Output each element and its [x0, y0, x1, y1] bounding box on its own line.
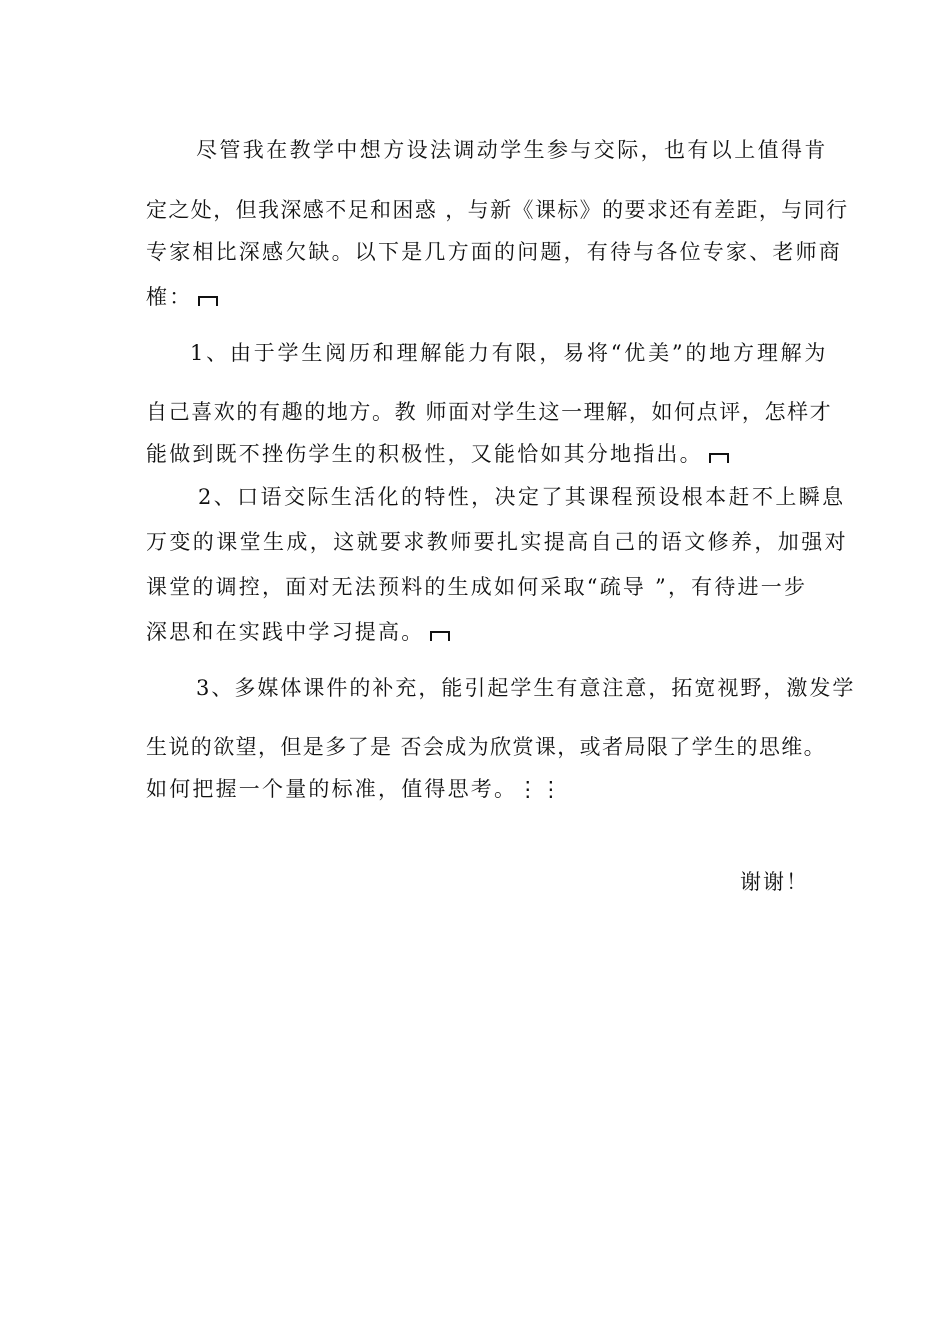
line-text: 万变的课堂生成，这就要求教师要扎实提高自己的语文修养，加强对: [146, 530, 848, 554]
line-text: 自己喜欢的有趣的地方。教 师面对学生这一理解，如何点评，怎样才: [146, 400, 833, 424]
line-text: 能做到既不挫伤学生的积极性，又能恰如其分地指出。: [146, 442, 703, 466]
text-line: [146, 196, 849, 224]
text-line: [146, 398, 833, 426]
text-line: [146, 238, 842, 266]
line-text: 课堂的调控，面对无法预料的生成如何采取“疏导 ”，有待进一步: [146, 575, 808, 599]
text-line: [146, 440, 816, 468]
line-text: 2、口语交际生活化的特性，决定了其课程预设根本赶不上瞬息: [198, 485, 846, 509]
line-text: 榷：: [146, 285, 193, 309]
text-line: [146, 283, 816, 311]
text-line: [146, 733, 827, 761]
text-line: [146, 528, 848, 556]
text-line: [146, 618, 816, 646]
line-text: 1、由于学生阅历和理解能力有限，易将“优美”的地方理解为: [190, 341, 829, 365]
line-text: 深思和在实践中学习提高。: [146, 620, 425, 644]
text-line: [146, 573, 816, 601]
text-line: [196, 136, 866, 164]
paragraph-mark-icon: [430, 631, 450, 641]
line-text: 专家相比深感欠缺。以下是几方面的问题，有待与各位专家、老师商: [146, 240, 842, 264]
text-line: [146, 775, 816, 803]
closing-thanks: 谢谢！: [740, 870, 809, 894]
paragraph-mark-icon: [198, 296, 218, 306]
text-line: [198, 483, 868, 511]
text-line: [196, 674, 866, 702]
line-text: 生说的欲望，但是多了是 否会成为欣赏课，或者局限了学生的思维。: [146, 735, 827, 759]
text-line: [190, 339, 860, 367]
paragraph-mark-icon: [709, 453, 729, 463]
line-text: 如何把握一个量的标准，值得思考。⋮⋮: [146, 777, 564, 801]
line-text: 尽管我在教学中想方设法调动学生参与交际，也有以上值得肯: [196, 138, 828, 162]
line-text: 3、多媒体课件的补充，能引起学生有意注意，拓宽视野，激发学: [196, 676, 856, 700]
line-text: 定之处，但我深感不足和困惑 ，与新《课标》的要求还有差距，与同行: [146, 198, 849, 222]
